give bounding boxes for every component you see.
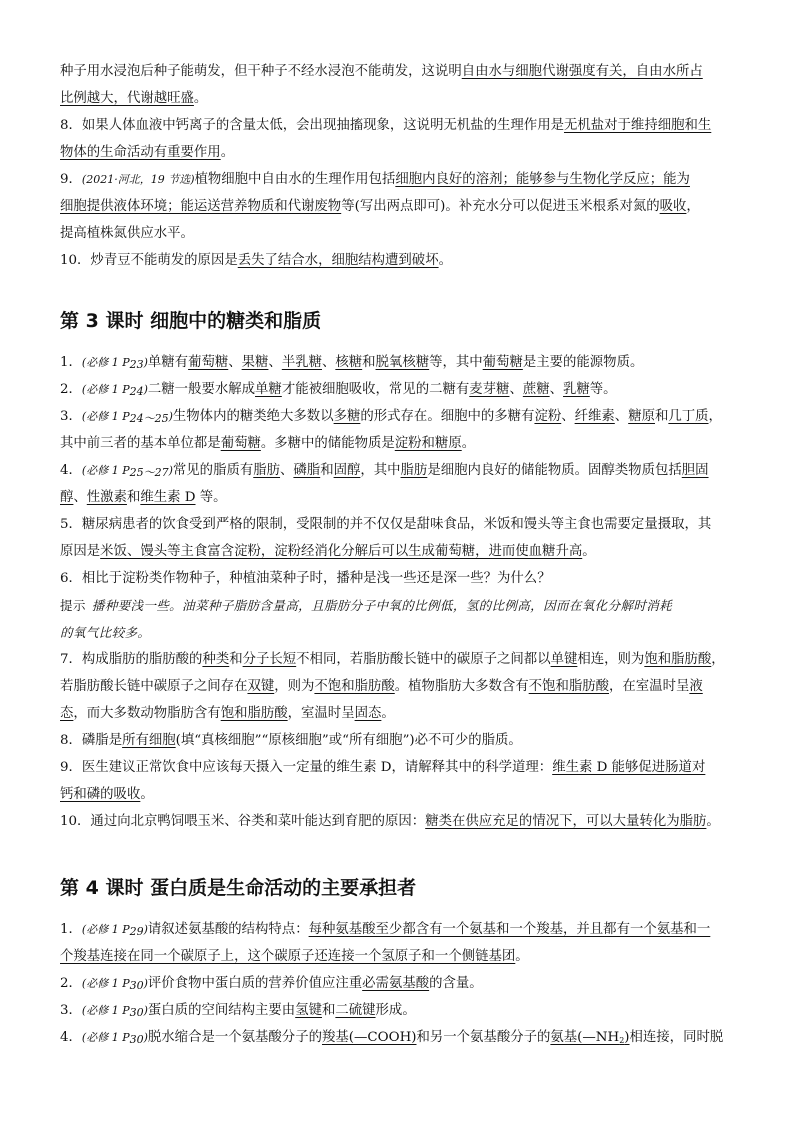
answer-underline: 单键 <box>550 652 578 667</box>
answer-underline: 葡萄糖 <box>188 355 229 370</box>
answer-underline: 几丁质 <box>668 409 709 424</box>
text-line: 1．(必修 1 $P_{29}$)请叙述氨基酸的结构特点：每种氨基酸至少都含有一个氨基和一个羧基，并且都有一个氨基和一 <box>60 922 711 938</box>
text-line: 8．磷脂是所有细胞(填“真核细胞”“原核细胞”或“所有细胞”)必不可少的脂质。 <box>60 733 522 748</box>
text-line: 提高植株氮供应水平。 <box>60 226 194 241</box>
answer-underline: 维生素 D 能够促进肠道对 <box>552 760 706 775</box>
text-line: 态，而大多数动物脂肪含有饱和脂肪酸，室温时呈固态。 <box>60 706 395 721</box>
answer-underline: 自由水与细胞代谢强度有关，自由水所占 <box>461 64 703 79</box>
page-subscript: 23 <box>129 358 144 371</box>
answer-underline: 脂肪 <box>253 463 281 478</box>
answer-underline: 必需氨基酸 <box>362 976 430 991</box>
answer-underline: 液 <box>689 679 703 694</box>
text-line: 原因是米饭、馒头等主食富含淀粉，淀粉经消化分解后可以生成葡萄糖，进而使血糖升高。 <box>60 544 596 559</box>
text-line: 物体的生命活动有重要作用。 <box>60 145 235 160</box>
text-line: 6．相比于淀粉类作物种子，种植油菜种子时，播种是浅一些还是深一些？为什么？ <box>60 571 551 586</box>
answer-underline: 种类 <box>202 652 230 667</box>
page-subscript: 24 <box>129 385 144 398</box>
answer-underline: 糖类在供应充足的情况下，可以大量转化为脂肪 <box>425 814 707 829</box>
answer-underline: 氢键 <box>295 1003 322 1018</box>
answer-underline: 磷脂 <box>293 463 321 478</box>
answer-underline: 核糖 <box>335 355 363 370</box>
answer-underline: 糖原 <box>628 409 655 424</box>
text-line: 其中前三者的基本单位都是葡萄糖。多糖中的储能物质是淀粉和糖原。 <box>60 436 476 451</box>
answer-underline: 细胞内良好的溶剂；能够参与生物化学反应；能为 <box>395 172 690 187</box>
answer-underline: 物体的生命活动有重要作用 <box>60 145 221 160</box>
text-line: 比例越大，代谢越旺盛。 <box>60 91 208 106</box>
answer-underline: 葡萄糖 <box>220 436 261 451</box>
source-tag: ) <box>143 1031 148 1044</box>
hint-text: 播种要浅一些。油菜种子脂肪含量高，且脂肪分子中氧的比例低，氢的比例高，因而在氧化分解时消耗 <box>91 598 673 613</box>
text-line: 10．炒青豆不能萌发的原因是丢失了结合水，细胞结构遭到破坏。 <box>60 253 452 268</box>
answer-underline: 饱和脂肪酸 <box>220 706 288 721</box>
answer-underline: 脱氧核糖 <box>375 355 430 370</box>
answer-underline: 双键 <box>247 679 275 694</box>
text-line: 3．(必修 1 $P_{30}$)蛋白质的空间结构主要由氢键和二硫键形成。 <box>60 1003 416 1019</box>
text-line: 4．(必修 1 $P_{25\sim 27}$)常见的脂质有脂肪、磷脂和固醇，其中脂肪是细胞内良好的储能物质。固醇类物质包括胆固 <box>60 463 709 479</box>
text-line: 9．医生建议正常饮食中应该每天摄入一定量的维生素 D，请解释其中的科学道理：维生素 D 能够促进肠道对 <box>60 760 706 775</box>
answer-underline: 不饱和脂肪酸 <box>314 679 395 694</box>
source-tag: ) <box>143 923 148 936</box>
text-line: 7．构成脂肪的脂肪酸的种类和分子长短不相同，若脂肪酸长链中的碳原子之间都以单键相连，则为饱和脂肪酸， <box>60 652 725 667</box>
answer-underline: 比例越大，代谢越旺盛 <box>60 91 194 106</box>
source-tag: (2021·河北，19 节选) <box>81 173 195 186</box>
page-subscript: 29 <box>129 925 144 938</box>
answer-underline: 固醇 <box>333 463 361 478</box>
answer-underline: 米饭、馒头等主食富含淀粉，淀粉经消化分解后可以生成葡萄糖，进而使血糖升高 <box>100 544 583 559</box>
answer-underline: 氨基(—NH <box>550 1030 620 1045</box>
text-line: 10．通过向北京鸭饲喂玉米、谷类和菜叶能达到育肥的原因：糖类在供应充足的情况下，可以大量转化为脂肪。 <box>60 814 720 829</box>
page-subscript: 24～25 <box>129 412 169 425</box>
source-tag: (必修 1 P <box>81 1004 130 1017</box>
prev-lesson-block <box>60 58 736 274</box>
source-tag: (必修 1 P <box>81 383 130 396</box>
answer-underline: 无机盐对于维持细胞和生 <box>563 118 712 133</box>
answer-underline: 麦芽糖 <box>469 382 510 397</box>
answer-underline: 醇 <box>60 490 74 505</box>
answer-underline: 钙和磷的吸收 <box>60 787 141 802</box>
page-subscript: 25～27 <box>129 466 169 479</box>
text-line: 若脂肪酸长链中碳原子之间存在双键，则为不饱和脂肪酸。植物脂肪大多数含有不饱和脂肪酸，在室温时呈液 <box>60 679 703 694</box>
answer-underline: 纤维素 <box>574 409 615 424</box>
section-3-title: 第 3 课时 细胞中的糖类和脂质 <box>60 310 322 332</box>
answer-underline: 态 <box>60 706 74 721</box>
answer-underline: 胆固 <box>681 463 709 478</box>
section-3-body <box>60 349 736 835</box>
text-line: 4．(必修 1 $P_{30}$)脱水缩合是一个氨基酸分子的羧基(—COOH)和另一个氨基酸分子的氨基$(—NH_2)$相连接，同时脱 <box>60 1030 724 1046</box>
answer-underline: ) <box>624 1030 630 1045</box>
text-line: 5．糖尿病患者的饮食受到严格的限制，受限制的并不仅仅是甜味食品，米饭和馒头等主食也需要定量摄取，其 <box>60 517 712 532</box>
text-line: 个羧基连接在同一个碳原子上，这个碳原子还连接一个氢原子和一个侧链基团。 <box>60 949 529 964</box>
formula-subscript: 2 <box>619 1036 625 1045</box>
answer-underline: 脂肪 <box>400 463 428 478</box>
answer-underline: 固态 <box>354 706 382 721</box>
answer-underline: 葡萄糖 <box>482 355 523 370</box>
answer-underline: 个羧基连接在同一个碳原子上，这个碳原子还连接一个氢原子和一个侧链基团 <box>60 949 516 964</box>
answer-underline: 乳糖 <box>563 382 590 397</box>
text-line: 9．(2021·河北，19 节选)植物细胞中自由水的生理作用包括细胞内良好的溶剂；能够参与生物化学反应；能为 <box>60 172 690 187</box>
page-subscript: 30 <box>129 1033 144 1046</box>
text-line <box>60 592 736 619</box>
answer-underline: 吸收 <box>659 199 687 214</box>
source-tag: ) <box>143 383 148 396</box>
text-line: 钙和磷的吸收。 <box>60 787 154 802</box>
answer-underline: 性激素 <box>86 490 127 505</box>
answer-underline: 所有细胞 <box>122 733 176 748</box>
answer-underline: 丢失了结合水，细胞结构遭到破坏 <box>237 253 439 268</box>
source-tag: ) <box>168 464 173 477</box>
answer-underline: 多糖 <box>333 409 361 424</box>
text-line: 3．(必修 1 $P_{24\sim 25}$)生物体内的糖类绝大多数以多糖的形式存在。细胞中的多糖有淀粉、纤维素、糖原和几丁质， <box>60 409 722 425</box>
text-line: 2．(必修 1 $P_{30}$)评价食物中蛋白质的营养价值应注重必需氨基酸的含量。 <box>60 976 483 992</box>
source-tag: (必修 1 P <box>81 464 130 477</box>
text-line: 8．如果人体血液中钙离子的含量太低，会出现抽搐现象，这说明无机盐的生理作用是无机盐对于维持细胞和生 <box>60 118 712 133</box>
text-line: 1．(必修 1 $P_{23}$)单糖有葡萄糖、果糖、半乳糖、核糖和脱氧核糖等，其中葡萄糖是主要的能源物质。 <box>60 355 644 371</box>
section-4-title: 第 4 课时 蛋白质是生命活动的主要承担者 <box>60 877 417 899</box>
answer-underline: 饱和脂肪酸 <box>644 652 712 667</box>
source-tag: (必修 1 P <box>81 1031 130 1044</box>
text-line <box>60 619 736 646</box>
page-subscript: 30 <box>129 1006 144 1019</box>
text-line: 2．(必修 1 $P_{24}$)二糖一般要水解成单糖才能被细胞吸收，常见的二糖有麦芽糖、蔗糖、乳糖等。 <box>60 382 617 398</box>
text-line: 细胞提供液体环境；能运送营养物质和代谢废物等(写出两点即可)。补充水分可以促进玉米根系对氮的吸收， <box>60 199 700 214</box>
answer-underline: 蔗糖 <box>522 382 550 397</box>
answer-underline: 淀粉和糖原 <box>394 436 462 451</box>
text-line: 种子用水浸泡后种子能萌发，但干种子不经水浸泡不能萌发，这说明自由水与细胞代谢强度有关，自由水所占 <box>60 64 703 79</box>
hint-text: 的氧气比较多。 <box>60 625 151 640</box>
answer-underline: 半乳糖 <box>281 355 322 370</box>
source-tag: ) <box>143 1004 148 1017</box>
source-tag: (必修 1 P <box>81 410 130 423</box>
answer-underline: 羧基(—COOH) <box>321 1030 417 1045</box>
page-subscript: 30 <box>129 979 144 992</box>
source-tag: (必修 1 P <box>81 977 130 990</box>
source-tag: ) <box>168 410 173 423</box>
source-tag: (必修 1 P <box>81 923 130 936</box>
answer-underline: 维生素 D <box>140 490 196 505</box>
section-4-body <box>60 916 736 1051</box>
text-line: 醇、性激素和维生素 D 等。 <box>60 490 227 505</box>
source-tag: (必修 1 P <box>81 356 130 369</box>
answer-underline: 二硫键 <box>335 1003 376 1018</box>
answer-underline: 分子长短 <box>242 652 297 667</box>
source-tag: ) <box>143 977 148 990</box>
hint-label: 提示 <box>60 598 86 613</box>
answer-underline: 每种氨基酸至少都含有一个氨基和一个羧基，并且都有一个氨基和一 <box>308 922 711 937</box>
answer-underline: 果糖 <box>241 355 269 370</box>
answer-underline: 细胞提供液体环境；能运送营养物质和代谢废物 <box>60 199 342 214</box>
answer-underline: 淀粉 <box>534 409 562 424</box>
answer-underline: 不饱和脂肪酸 <box>528 679 610 694</box>
source-tag: ) <box>143 356 148 369</box>
answer-underline: 单糖 <box>255 382 282 397</box>
